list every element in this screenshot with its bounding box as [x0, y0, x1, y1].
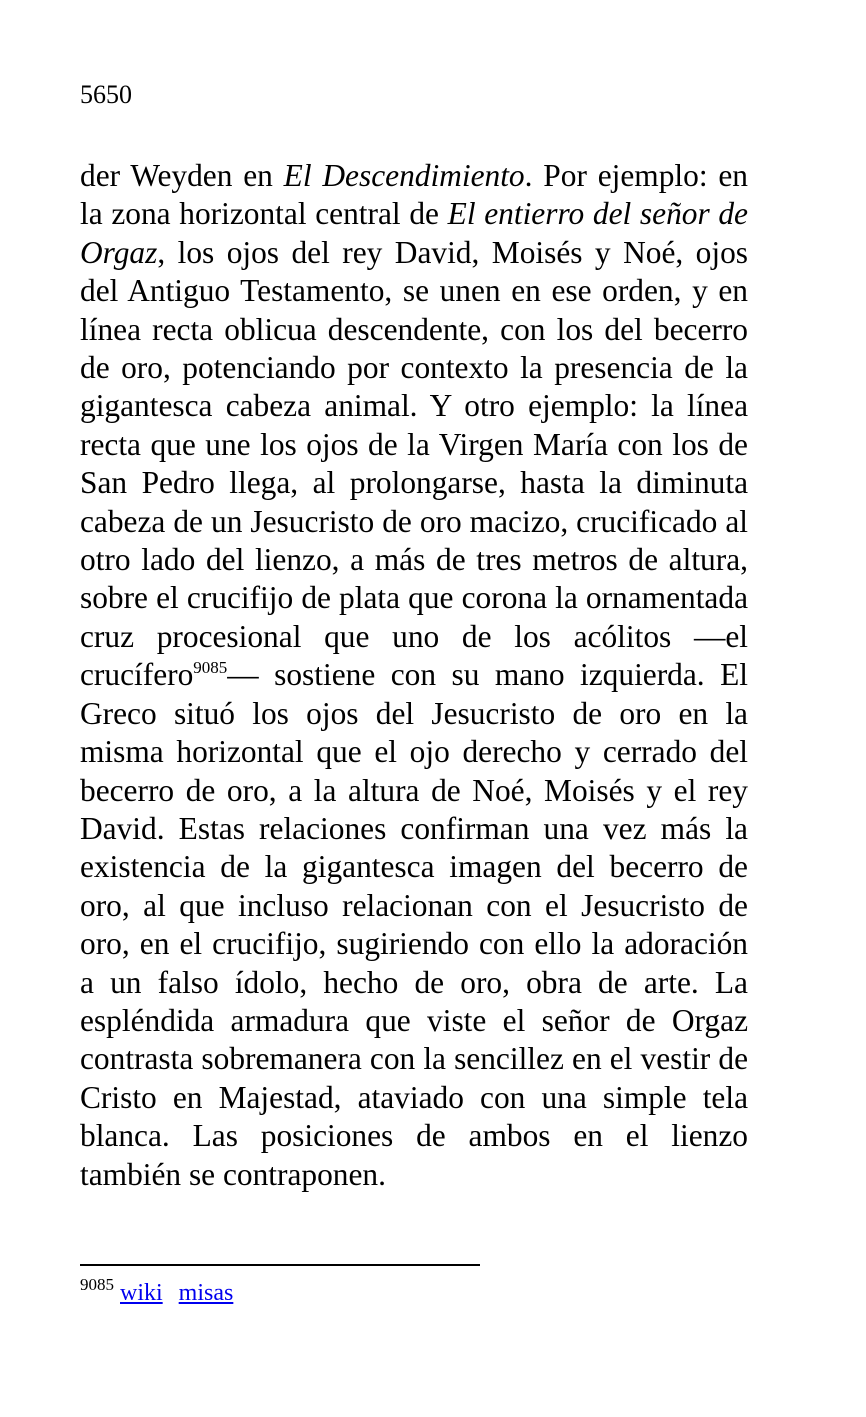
- paragraph-text-1: der Weyden en: [80, 158, 284, 193]
- paragraph-text-2: . Por ejemplo: en la zona horizontal central de: [80, 158, 748, 232]
- paragraph-text-4: — sostiene con su mano izquierda. El Greco situó los ojos del Jesucristo de oro en la misma horizontal que el ojo derecho y cerrado del becerro de oro, a la altura de Noé, Moisés y el rey David. Estas relaciones confirman una vez más la existencia de la gigantesca imagen del becerro de oro, al que incluso relacionan con el Jesucristo de oro, en el crucifijo, sugiriendo con ello la adoración a un falso ídolo, hecho de oro, obra de arte. La espléndida armadura que viste el señor de Orgaz contrasta sobremanera con la sencillez en el vestir de Cristo en Majestad, ataviado con una simple tela blanca. Las posiciones de ambos en el lienzo también se contraponen.: [80, 657, 748, 1192]
- wiki-link[interactable]: wiki: [120, 1280, 163, 1306]
- italic-title-descendimiento: El Descendimiento: [283, 158, 525, 193]
- misas-link[interactable]: misas: [178, 1280, 234, 1306]
- italic-title-entierro: El entierro del señor de Orgaz: [80, 196, 748, 270]
- footnote-divider: [80, 1264, 480, 1266]
- footnote-reference: 9085: [193, 658, 228, 678]
- footnote: [80, 1275, 234, 1310]
- body-paragraph: [80, 157, 748, 1194]
- page-number: 5650: [80, 80, 132, 109]
- footnote-number: 9085: [80, 1275, 114, 1294]
- paragraph-text-3: , los ojos del rey David, Moisés y Noé, ojos del Antiguo Testamento, se unen en ese orden, y en línea recta oblicua descendente, con los del becerro de oro, potenciando por contexto la presencia de la gigantesca cabeza animal. Y otro ejemplo: la línea recta que une los ojos de la Virgen María con los de San Pedro llega, al prolongarse, hasta la diminuta cabeza de un Jesucristo de oro macizo, crucificado al otro lado del lienzo, a más de tres metros de altura, sobre el crucifijo de plata que corona la ornamentada cruz procesional que uno de los acólitos —el crucífero: [80, 234, 748, 693]
